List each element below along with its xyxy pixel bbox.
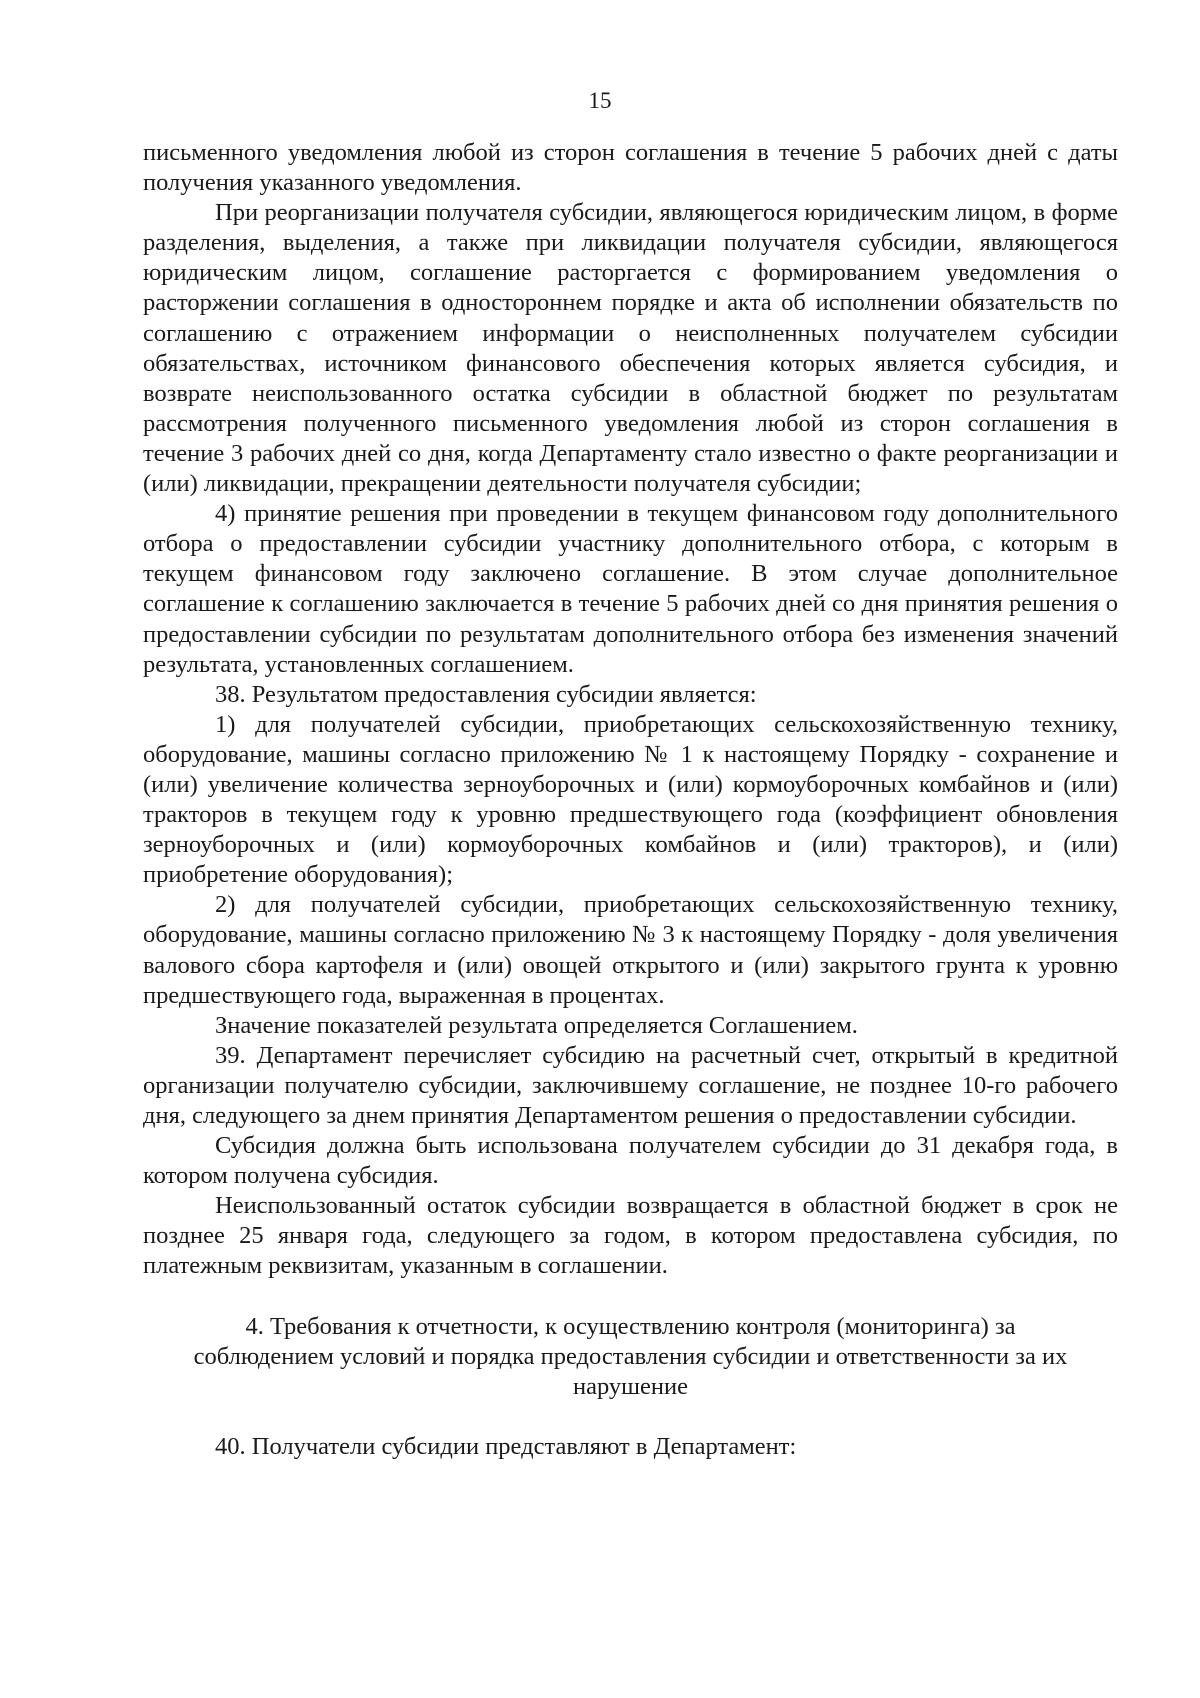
section-heading-4 bbox=[143, 1312, 1118, 1402]
paragraph-clause-39: 39. Департамент перечисляет субсидию на расчетный счет, открытый в кредитной организации получателю субсидии, заключившему соглашение, не позднее 10-го рабочего дня, следующего за днем принятия Департаментом решения о предоставлении субсидии. bbox=[143, 1041, 1118, 1129]
paragraph-result-2: 2) для получателей субсидии, приобретающих сельскохозяйственную технику, оборудование, машины согласно приложению № 3 к настоящему Порядку - доля увеличения валового сбора картофеля и (или) овощей открытого и (или) закрытого грунта к уровню предшествующего года, выраженная в процентах. bbox=[143, 891, 1118, 1009]
section-heading-line: соблюдением условий и порядка предоставления субсидии и ответственности за их bbox=[193, 1342, 1068, 1370]
paragraph-result-value: Значение показателей результата определяется Соглашением. bbox=[215, 1011, 858, 1039]
page-number: 15 bbox=[588, 88, 612, 113]
section-heading-line: 4. Требования к отчетности, к осуществлению контроля (мониторинга) за bbox=[245, 1312, 1016, 1340]
paragraph-clause-40: 40. Получатели субсидии представляют в Департамент: bbox=[215, 1432, 797, 1460]
paragraph-reorganization: При реорганизации получателя субсидии, являющегося юридическим лицом, в форме разделения, выделения, а также при ликвидации получателя субсидии, являющегося юридическим лицом, соглашение расторгается с формированием уведомления о расторжении соглашения в одностороннем порядке и акта об исполнении обязательств по соглашению с отражением информации о неисполненных получателем субсидии обязательствах, источником финансового обеспечения которых является субсидия, и возврате неиспользованного остатка субсидии в областной бюджет по результатам рассмотрения полученного письменного уведомления любой из сторон соглашения в течение 3 рабочих дней со дня, когда Департаменту стало известно о факте реорганизации и (или) ликвидации, прекращении деятельности получателя субсидии; bbox=[143, 199, 1118, 498]
paragraph-item-4: 4) принятие решения при проведении в текущем финансовом году дополнительного отбора о предоставлении субсидии участнику дополнительного отбора, с которым в текущем финансовом году заключено соглашение. В этом случае дополнительное соглашение к соглашению заключается в течение 5 рабочих дней со дня принятия решения о предоставлении субсидии по результатам дополнительного отбора без изменения значений результата, установленных соглашением. bbox=[143, 500, 1118, 678]
paragraph-usage-deadline: Субсидия должна быть использована получателем субсидии до 31 декабря года, в котором получена субсидия. bbox=[143, 1132, 1118, 1190]
paragraph-result-1: 1) для получателей субсидии, приобретающих сельскохозяйственную технику, оборудование, машины согласно приложению № 1 к настоящему Порядку - сохранение и (или) увеличение количества зерноуборочных и (или) кормоуборочных комбайнов и (или) тракторов в текущем году к уровню предшествующего года (коэффициент обновления зерноуборочных и (или) кормоуборочных комбайнов и (или) тракторов), и (или) приобретение оборудования); bbox=[143, 710, 1118, 889]
document-body bbox=[143, 138, 1118, 1462]
section-heading-line: нарушение bbox=[573, 1372, 688, 1400]
paragraph-continuation: письменного уведомления любой из сторон соглашения в течение 5 рабочих дней с даты получения указанного уведомления. bbox=[143, 139, 1118, 197]
paragraph-clause-38: 38. Результатом предоставления субсидии является: bbox=[215, 680, 757, 708]
paragraph-unused-balance: Неиспользованный остаток субсидии возвращается в областной бюджет в срок не позднее 25 января года, следующего за годом, в котором предоставлена субсидия, по платежным реквизитам, указанным в соглашении. bbox=[143, 1192, 1118, 1280]
